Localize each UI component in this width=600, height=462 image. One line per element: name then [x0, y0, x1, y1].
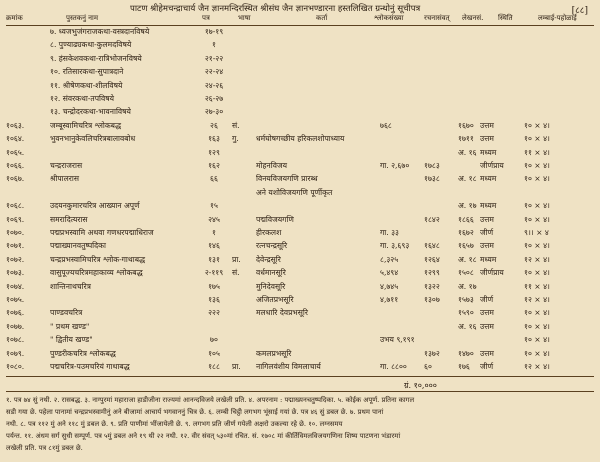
- cell-pages: १०५: [208, 348, 220, 358]
- cell-title: उदयनकुमारचरित्र आख्यान अपूर्ण: [50, 201, 140, 211]
- cell-size: १० × ४।: [524, 134, 550, 144]
- cell-shloka: ४,७११: [380, 295, 399, 304]
- table-row: [6, 107, 594, 119]
- cell-num: १०८०.: [6, 362, 25, 371]
- cell-year: १३२२: [424, 281, 440, 291]
- table-row: [6, 40, 594, 52]
- table-row: [6, 241, 594, 253]
- col-head-author: कर्ता: [316, 14, 328, 22]
- cell-size: १० × ४।: [524, 174, 550, 184]
- cell-size: १० × ४।: [524, 161, 550, 170]
- cell-cond: उत्तम: [480, 308, 494, 318]
- cell-author: मलधारि देवप्रभसूरि: [256, 308, 308, 318]
- cell-lang: गु.: [232, 134, 239, 144]
- cell-num: १०७७.: [6, 321, 25, 331]
- cell-size: १० × ४।: [524, 268, 550, 278]
- footnote-line: लखेली प्रति. पत्र ८१मुं डबल छे.: [6, 444, 83, 452]
- cell-shloka: ७६८: [380, 120, 392, 130]
- col-head-year: रचनासंवत्: [424, 14, 450, 22]
- cell-title: पद्माख्यानवतुष्पदिका: [50, 241, 106, 251]
- cell-title: चन्द्रराजरास: [50, 161, 83, 170]
- cell-cond: मध्यम: [480, 201, 497, 211]
- cell-shloka: गा. ३,६९३: [380, 241, 410, 251]
- cell-cond: उत्तम: [480, 120, 494, 130]
- cell-num: १०६९.: [6, 214, 25, 224]
- cell-size: १० × ४।: [524, 241, 550, 251]
- table-row: [6, 335, 594, 347]
- cell-num: १०६३.: [6, 120, 25, 130]
- cell-year: १६४८: [424, 241, 440, 251]
- cell-title: ११. श्रीषेणकथा-शीलविषये: [50, 80, 123, 90]
- cell-cond: जीर्णप्राय: [480, 161, 504, 170]
- cell-pages: १७५: [208, 281, 220, 291]
- cell-author: धर्मघोषगच्छीय हरिकलशोपाध्याय: [256, 134, 345, 144]
- table-row: [6, 67, 594, 79]
- cell-cond: उत्तम: [480, 348, 494, 358]
- cell-pages: १६२: [208, 161, 220, 170]
- cell-year: १३०७: [424, 295, 440, 304]
- cell-num: १०७२.: [6, 254, 25, 264]
- cell-author: मोहनविजय: [256, 161, 287, 170]
- cell-title: पुण्डरीकचरित्र श्लोकबद्ध: [50, 348, 116, 358]
- cell-script: अ. १८: [458, 174, 477, 184]
- cell-title: ७. ध्वजभुजंगराजकथा-वस्त्रदानविषये: [50, 27, 150, 36]
- cell-title: १०. रतिसारकथा-सुपात्रदाने: [50, 67, 124, 77]
- cell-author: पद्मविजयगणि: [256, 214, 294, 224]
- cell-cond: जीर्ण: [480, 295, 494, 304]
- cell-pages: १३६: [208, 295, 220, 304]
- header-rule: [6, 25, 594, 26]
- cell-size: १० × ४।: [524, 308, 550, 318]
- cell-title: १३. चन्द्रोदरकथा-भावनाविषये: [50, 107, 131, 117]
- cell-pages: १२९: [208, 147, 220, 157]
- cell-author: अने यशोविजयगणि पूर्णीकृत: [256, 187, 333, 197]
- cell-script: १५७३: [458, 295, 474, 304]
- cell-script: अ. १६: [458, 321, 477, 331]
- cell-num: १०७४.: [6, 281, 25, 291]
- table-bottom-rule: [6, 376, 594, 377]
- cell-title: ९. हंसकेशवकथा-रात्रिभोजनविषये: [50, 53, 142, 63]
- cell-pages: २६-२७: [204, 94, 224, 103]
- footnote-line: सडी गया छे. पहेला पानामां चन्द्रप्रभस्वामीनुं अने बीजामां आचार्य भगवाननुं चित्र छे. ६. लम्बी चिट्ठी लगभग भूंसाई गयां छे. पत्र ४६ सुं डबल छे. ७. प्रथम पानां: [6, 408, 384, 416]
- cell-cond: जीर्णप्राय: [480, 268, 504, 278]
- cell-pages: १५: [210, 201, 218, 211]
- table-row: [6, 188, 594, 200]
- cell-year: १२६४: [424, 254, 440, 264]
- cell-title: " प्रथम खण्ड": [50, 321, 90, 331]
- cell-title: जम्बूस्वामिचरित्र श्लोकबद्ध: [50, 120, 122, 130]
- cell-num: १०७९.: [6, 348, 25, 358]
- cell-pages: १४६: [208, 241, 220, 251]
- table-row: [6, 268, 594, 280]
- cell-author: रत्नचन्द्रसूरि: [256, 241, 288, 251]
- cell-script: १४७०: [458, 348, 474, 358]
- cell-author: अजितप्रभसूरि: [256, 295, 294, 304]
- cell-num: १०६६.: [6, 161, 25, 170]
- cell-size: १२ × ४।: [524, 254, 550, 264]
- column-headers: [6, 14, 594, 24]
- cell-pages: ६६: [210, 174, 218, 184]
- cell-shloka: उभय ९,१९१: [380, 335, 415, 345]
- table-row: [6, 349, 594, 361]
- cell-author: मुनिदेवसूरि: [256, 281, 286, 291]
- cell-pages: २४५: [208, 214, 220, 224]
- cell-size: १२ × ४।: [524, 295, 550, 304]
- cell-title: " द्वितीय खण्ड": [50, 335, 93, 345]
- cell-pages: २६: [210, 120, 218, 130]
- table-row: [6, 174, 594, 186]
- cell-num: १०६४.: [6, 134, 25, 144]
- cell-shloka: गा. २,६७०: [380, 161, 410, 170]
- cell-script: अ. १७: [458, 281, 477, 291]
- cell-year: ६०: [424, 362, 432, 371]
- cell-num: १०६५.: [6, 147, 25, 157]
- cell-pages: १६३: [208, 134, 220, 144]
- cell-lang: सं.: [232, 120, 240, 130]
- cell-title: ८. पुण्याढ्यकथा-कुलमदविषये: [50, 40, 132, 50]
- table-row: [6, 255, 594, 267]
- cell-size: ९।। × ४: [524, 228, 549, 237]
- cell-script: १७६: [458, 362, 470, 371]
- table-row: [6, 161, 594, 173]
- cell-year: १७८३: [424, 161, 440, 170]
- footnote-line: पर्यन्त. ११. अंधम सर्ग सुधी सम्पूर्ण. पत्र ५मुं डबल अने १९ थी २२ नथी. १२. वीर संवत् ५३०मां रचित. सं. १७०८ मां कीर्तिविमलविजयगणिना शिष्य पाटणना भंडारमां: [6, 432, 401, 440]
- cell-title: भुवनभानुकेवलिचरित्रबालावबोध: [50, 134, 136, 144]
- cell-author: विनयविजयगणि प्रारब्ध: [256, 174, 318, 184]
- col-head-cond: स्थिति: [498, 14, 513, 22]
- cell-pages: १३१: [208, 254, 220, 264]
- cell-size: १० × ४।: [524, 201, 550, 211]
- cell-shloka: ५,४९४: [380, 268, 399, 278]
- cell-script: १८६६: [458, 214, 474, 224]
- cell-size: १० × ४।: [524, 120, 550, 130]
- cell-cond: जीर्ण: [480, 228, 494, 237]
- col-head-size: लम्बाई-पहोळाई: [538, 14, 577, 22]
- footnote-line: नथी. ८. पत्र ११२ मुं अने ११८ मुं डबल छे. ९. प्रति पाणीमां भींजायेली छे. ९. लगभग प्रति जीर्ण गयेली अक्षरो उकल्या रहे छे. १०. लग्नसमय: [6, 420, 343, 428]
- cell-num: १०७८.: [6, 335, 25, 345]
- cell-author: नागिलवंशीय विमलाचार्य: [256, 362, 321, 371]
- cell-title: शान्तिनाथचरित्र: [50, 281, 91, 291]
- table-row: [6, 362, 594, 374]
- cell-title: समरादित्यरास: [50, 214, 88, 224]
- cell-cond: मध्यम: [480, 147, 497, 157]
- cell-title: १२. संवरकथा-तपविषये: [50, 94, 115, 103]
- cell-author: देवेन्द्रसूरि: [256, 254, 281, 264]
- cell-title: श्रीपालरास: [50, 174, 79, 184]
- cell-cond: जीर्ण: [480, 362, 494, 371]
- cell-shloka: गा. ८८००: [380, 362, 407, 371]
- table-row: [6, 308, 594, 320]
- cell-cond: मध्यम: [480, 254, 497, 264]
- cell-lang: प्रा.: [232, 254, 241, 264]
- cell-script: अ. १८: [458, 254, 477, 264]
- cell-script: अ. १७: [458, 201, 477, 211]
- cell-title: पाण्डवचरित्र: [50, 308, 83, 318]
- table-row: [6, 54, 594, 66]
- cell-title: चन्द्रप्रभस्वामिचरित्र श्लोक-गाथाबद्ध: [50, 254, 146, 264]
- col-head-title: पुस्तकनुं नाम: [66, 14, 99, 22]
- cell-lang: सं.: [232, 268, 240, 278]
- cell-shloka: ८,३२५: [380, 254, 399, 264]
- cell-pages: २२२: [208, 308, 220, 318]
- col-head-script: लेखनसं.: [462, 14, 484, 22]
- col-head-num: क्रमांक: [6, 14, 23, 22]
- table-row: [6, 295, 594, 307]
- cell-author: कमलप्रभसूरि: [256, 348, 292, 358]
- cell-pages: २१-२२: [204, 53, 224, 63]
- cell-cond: उत्तम: [480, 321, 494, 331]
- table-row: [6, 322, 594, 334]
- cell-cond: उत्तम: [480, 134, 494, 144]
- cell-script: १५९०: [458, 308, 474, 318]
- cell-cond: मध्यम: [480, 174, 497, 184]
- cell-title: पद्मचरित्र-पउमचरियं गाथाबद्ध: [50, 362, 130, 371]
- cell-num: १०६७.: [6, 174, 25, 184]
- cell-title: वासुपूज्यचरित्रमहाकाव्य श्लोकबद्ध: [50, 268, 143, 278]
- cell-script: १६७०: [458, 120, 474, 130]
- table-row: [6, 148, 594, 160]
- cell-size: १० × ४।: [524, 348, 550, 358]
- col-head-pages: पत्र: [202, 14, 210, 22]
- cell-pages: १: [212, 228, 216, 237]
- cell-size: १० × ४।: [524, 321, 550, 331]
- table-row: [6, 201, 594, 213]
- cell-cond: उत्तम: [480, 214, 494, 224]
- cell-size: ११ × ४।: [524, 281, 550, 291]
- table-row: [6, 134, 594, 146]
- cell-num: १०६८.: [6, 201, 25, 211]
- catalog-header-title: पाटण श्रीहेमचन्द्राचार्य जैन ज्ञानमन्दिरस्थित श्रीसंघ जैन ज्ञानभण्डारना हस्तलिखित ग्रन्थोनुं सूचीपत्र: [130, 4, 421, 14]
- cell-script: अ. १६: [458, 147, 477, 157]
- cell-title: पद्मप्रभस्वामि अथवा गणधरपद्माधिराज: [50, 228, 154, 237]
- cell-pages: ७०: [210, 335, 218, 345]
- table-row: [6, 215, 594, 227]
- footnote-line: १. पत्र ७४ सुं नथी. २. रासबद्ध. ३. नाग्पुरमां महाराजा हाडीजीना राज्यमां आनन्दविजये लखेली प्रति. ४. अपरनाम : पद्माख्यनचतुष्पदिका. ५. कोईक अपूर्ण. प्रतिना कागल: [6, 396, 415, 404]
- cell-num: १०७५.: [6, 295, 25, 304]
- col-head-shloka: श्लोकसंख्या: [374, 14, 404, 22]
- cell-script: १७११: [458, 134, 474, 144]
- cell-num: १०७६.: [6, 308, 25, 318]
- cell-cond: उत्तम: [480, 241, 494, 251]
- cell-pages: १८८: [208, 362, 220, 371]
- table-row: [6, 27, 594, 39]
- table-row: [6, 282, 594, 294]
- footnotes: [6, 394, 594, 454]
- cell-pages: २२-२४: [204, 67, 224, 77]
- col-head-lang: भाषा: [238, 14, 251, 22]
- cell-script: १६५७: [458, 241, 474, 251]
- cell-year: १८४२: [424, 214, 440, 224]
- cell-shloka: गा. ३३: [380, 228, 399, 237]
- page-number: [८८]: [571, 6, 588, 16]
- grantha-total: ग्रं. १०,०००: [404, 381, 437, 390]
- cell-pages: १: [212, 40, 216, 50]
- table-row: [6, 121, 594, 133]
- cell-lang: प्रा.: [232, 362, 241, 371]
- cell-pages: २४-२६: [204, 80, 224, 90]
- cell-shloka: ४,७४५: [380, 281, 399, 291]
- cell-pages: २-११९: [204, 268, 224, 278]
- cell-author: हीरकलश: [256, 228, 282, 237]
- cell-year: १७३८: [424, 174, 440, 184]
- table-row: [6, 94, 594, 106]
- cell-num: १०७१.: [6, 241, 25, 251]
- cell-author: वर्धमानसूरि: [256, 268, 286, 278]
- table-row: [6, 81, 594, 93]
- cell-num: १०७०.: [6, 228, 25, 237]
- cell-script: १५०८: [458, 268, 474, 278]
- table-row: [6, 228, 594, 240]
- cell-script: १६७२: [458, 228, 474, 237]
- cell-size: ११ × ४।: [524, 147, 550, 157]
- cell-pages: १७-१९: [204, 27, 224, 36]
- cell-size: १० × ४।: [524, 335, 550, 345]
- cell-size: १० × ४।: [524, 214, 550, 224]
- cell-year: १३७२: [424, 348, 440, 358]
- cell-num: १०७३.: [6, 268, 25, 278]
- cell-pages: २७-३०: [204, 107, 224, 117]
- cell-year: १२९९: [424, 268, 440, 278]
- footnote-rule: [6, 391, 594, 392]
- cell-size: १२ × ४।: [524, 362, 550, 371]
